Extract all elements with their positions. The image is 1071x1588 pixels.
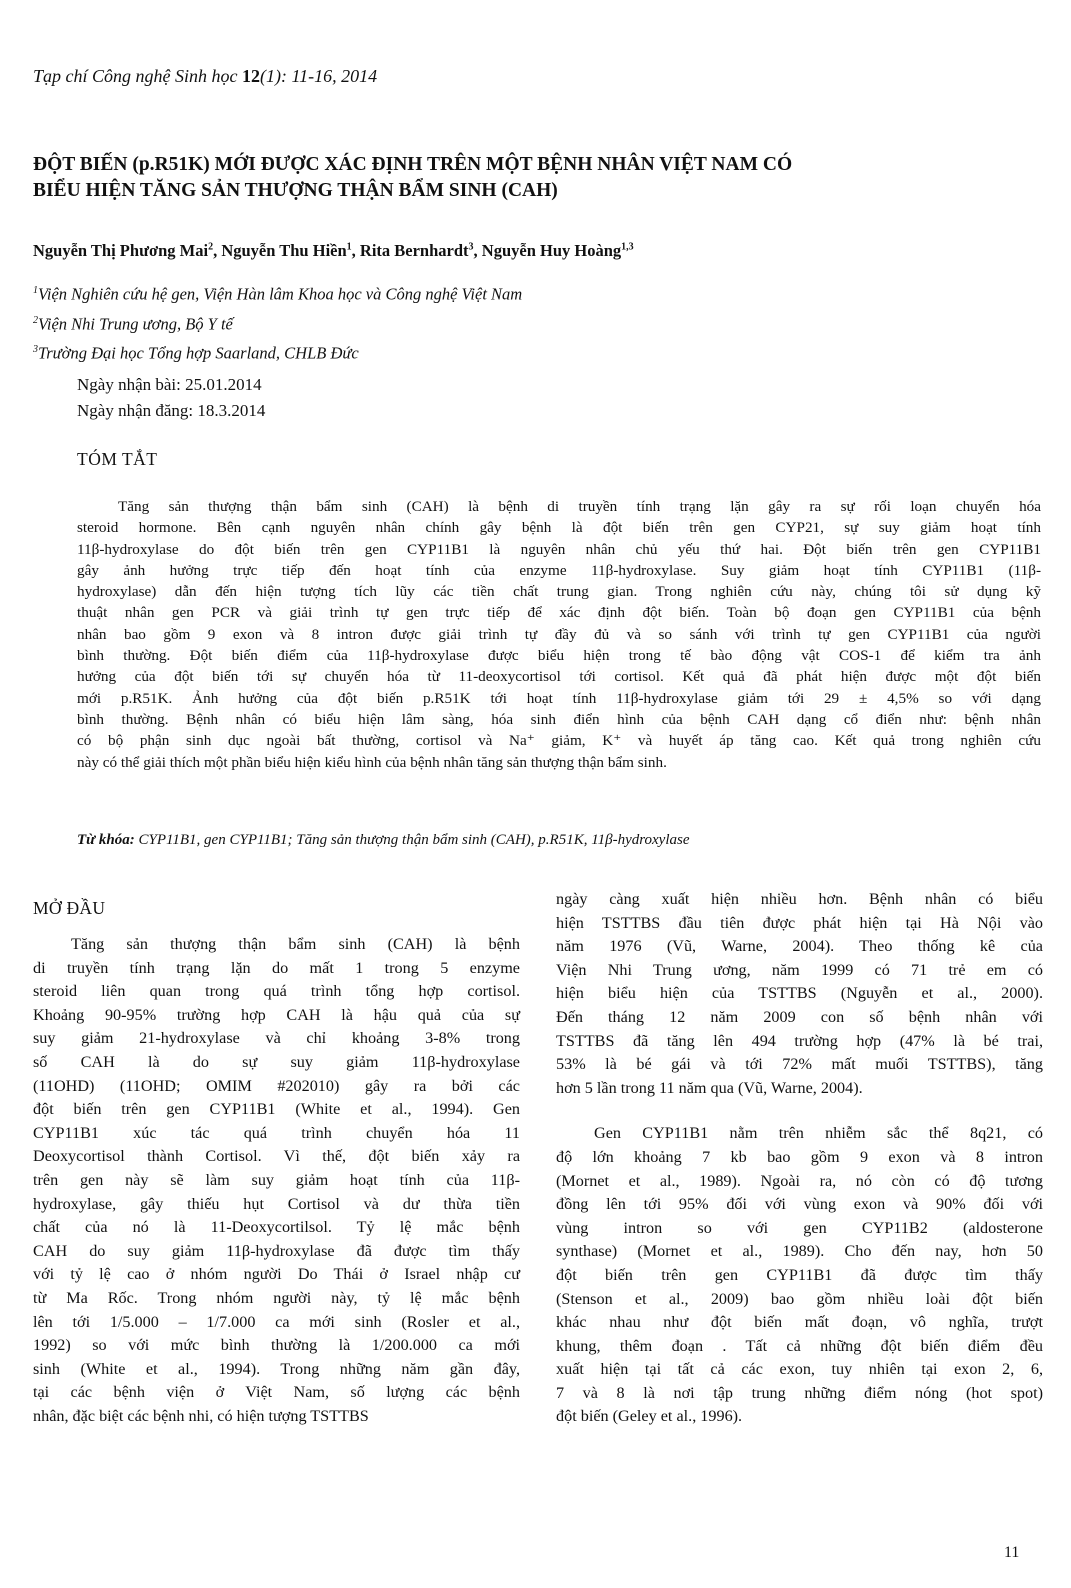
affiliation-text: Viện Nhi Trung ương, Bộ Y tế bbox=[38, 314, 233, 333]
author-affiliation-mark: 1,3 bbox=[621, 241, 634, 253]
journal-name: Tạp chí Công nghệ Sinh học bbox=[33, 66, 238, 86]
text-line: tại các bệnh viện ở Việt Nam, số lượng các bệnh bbox=[33, 1383, 520, 1402]
text-line: steroid liên quan trong quá trình tổng hợp cortisol. bbox=[33, 982, 520, 1001]
text-line: xuất hiện tại tất cả các exon, tuy nhiên tại exon 2, 6, bbox=[556, 1360, 1043, 1379]
text-line: hiện TSTTBS đầu tiên được phát hiện tại Hà Nội vào bbox=[556, 913, 1043, 932]
journal-citation bbox=[33, 66, 377, 87]
text-line: hydroxylase, gây thiếu hụt Cortisol và dư thừa tiền bbox=[33, 1194, 520, 1213]
text-line: đột biến trên gen CYP11B1 (White et al., 1994). Gen bbox=[33, 1100, 520, 1119]
text-line: 1992) so với mức bình thường là 1/200.000 ca mới bbox=[33, 1336, 520, 1355]
text-line: có bộ phận sinh dục ngoài bất thường, cortisol và Na⁺ giảm, K⁺ và huyết áp tăng cao. Kết quả trong nghiên cứu bbox=[77, 732, 1041, 750]
text-line: (11OHD) (11OHD; OMIM #202010) gây ra bởi các bbox=[33, 1076, 520, 1095]
affiliation-item bbox=[33, 278, 522, 308]
text-line: Viện Nhi Trung ương, năm 1999 có 71 trẻ em có bbox=[556, 960, 1043, 979]
affiliation-item bbox=[33, 308, 522, 338]
author-separator: , bbox=[473, 241, 482, 260]
text-line: đột biến trên gen CYP11B1 đã được tìm thấy bbox=[556, 1265, 1043, 1284]
left-column bbox=[33, 898, 520, 1428]
text-line: nhân bao gồm 9 exon và 8 intron được giải trình tự đầy đủ và so sánh với trình tự gen CYP11B1 của người bbox=[77, 625, 1041, 643]
text-line: CAH do suy giảm 11β-hydroxylase đã được tìm thấy bbox=[33, 1241, 520, 1260]
affiliation-number: 1 bbox=[33, 285, 38, 296]
paper-title bbox=[33, 152, 1043, 204]
text-line: vùng intron so với gen CYP11B2 (aldosterone bbox=[556, 1218, 1043, 1237]
text-line: ngày càng xuất hiện nhiều hơn. Bệnh nhân có biểu bbox=[556, 890, 1043, 908]
right-column bbox=[556, 888, 1043, 1429]
text-line: hydroxylase) dẫn đến hiện tượng tích lũy các tiền chất trung gian. Trong nghiên cứu này, chúng tôi sử dụng kỹ bbox=[77, 583, 1041, 601]
author-name: Rita Bernhardt bbox=[359, 241, 469, 260]
text-line: CYP11B1 xúc tác quá trình chuyển hóa 11 bbox=[33, 1123, 520, 1142]
author-separator: , bbox=[213, 241, 222, 260]
introduction-heading: MỞ ĐẦU bbox=[33, 898, 106, 918]
author-affiliation-mark: 2 bbox=[208, 241, 214, 253]
text-line: năm 1976 (Vũ, Warne, 2004). Theo thống kê của bbox=[556, 937, 1043, 956]
text-line: hiện biểu hiện của TSTTBS (Nguyễn et al., 2000). bbox=[556, 984, 1043, 1003]
page-number: 11 bbox=[1004, 1544, 1020, 1561]
author-name: Nguyễn Thị Phương Mai bbox=[33, 241, 209, 260]
text-line: Gen CYP11B1 nằm trên nhiễm sắc thể 8q21, có bbox=[594, 1124, 1043, 1143]
author-separator: , bbox=[351, 241, 360, 260]
introduction-paragraph-2 bbox=[556, 888, 1043, 1100]
text-line: Tăng sản thượng thận bẩm sinh (CAH) là bệnh di truyền tính trạng lặn gây ra sự rối loạn chuyển hóa bbox=[118, 498, 1041, 515]
affiliation-number: 3 bbox=[33, 344, 38, 355]
keywords-text: CYP11B1, gen CYP11B1; Tăng sản thượng thận bẩm sinh (CAH), p.R51K, 11β-hydroxylase bbox=[138, 832, 690, 848]
introduction-paragraph-1 bbox=[33, 933, 520, 1428]
text-line: bình thường. Bệnh nhân có biểu hiện lâm sàng, hóa sinh điển hình của bệnh CAH dạng cổ điển như: bệnh nhân bbox=[77, 710, 1041, 728]
text-line: hưởng của đột biến tới sự chuyển hóa từ 11-deoxycortisol tới cortisol. Kết quả đã phát hiện được một đột biến bbox=[77, 668, 1041, 686]
text-line: mới p.R51K. Ảnh hưởng của đột biến p.R51K tới hoạt tính 11β-hydroxylase giảm tới 29 ± 4,5% so với dạng bbox=[77, 689, 1041, 707]
text-line: số CAH là do sự suy giảm 11β-hydroxylase bbox=[33, 1052, 520, 1071]
affiliation-item bbox=[33, 337, 522, 367]
journal-issue-pages: (1): 11-16, 2014 bbox=[260, 66, 378, 86]
introduction-paragraph-3 bbox=[556, 1122, 1043, 1429]
text-line: khung, thêm đoạn . Tất cả những đột biến điểm đều bbox=[556, 1336, 1043, 1355]
text-line: (Stenson et al., 2009) bao gồm nhiều loài đột biến bbox=[556, 1289, 1043, 1308]
text-line: 11β-hydroxylase do đột biến trên gen CYP11B1 là nguyên nhân chủ yếu thứ hai. Đột biến trên gen CYP11B1 bbox=[77, 540, 1041, 558]
text-line: lên tới 1/5.000 – 1/7.000 ca mới sinh (Rosler et al., bbox=[33, 1312, 520, 1331]
text-line: gây ảnh hưởng trực tiếp đến hoạt tính của enzyme 11β-hydroxylase. Suy giảm hoạt tính CYP11B1 (11β- bbox=[77, 561, 1041, 579]
text-line: Khoảng 90-95% trường hợp CAH là hậu quả của sự bbox=[33, 1005, 520, 1024]
text-line: 7 và 8 là nơi tập trung những điểm nóng (hot spot) bbox=[556, 1383, 1043, 1402]
text-line: khác nhau như đột biến mất đoạn, vô nghĩa, trượt bbox=[556, 1313, 1043, 1332]
manuscript-dates bbox=[77, 372, 265, 424]
keywords bbox=[77, 832, 690, 849]
text-line: di truyền tính trạng lặn do mất 1 trong 5 enzyme bbox=[33, 958, 520, 977]
abstract-body bbox=[77, 496, 1041, 773]
abstract-heading: TÓM TẮT bbox=[77, 449, 158, 469]
text-line: này có thể giải thích một phần biểu hiện kiểu hình của bệnh nhân tăng sản thượng thận bẩm sinh. bbox=[77, 753, 667, 771]
text-line: Đến tháng 12 năm 2009 con số bệnh nhân với bbox=[556, 1007, 1043, 1026]
author-affiliation-mark: 3 bbox=[468, 241, 474, 253]
affiliation-number: 2 bbox=[33, 314, 38, 326]
author-name: Nguyễn Thu Hiền bbox=[221, 241, 347, 260]
text-line: bình thường. Đột biến điểm của 11β-hydroxylase được biểu hiện trong tế bào động vật COS-1 để kiểm tra ảnh bbox=[77, 647, 1041, 665]
keywords-label: Từ khóa: bbox=[77, 832, 135, 848]
text-line: synthase) (Mornet et al., 1989). Cho đến nay, hơn 50 bbox=[556, 1242, 1043, 1261]
text-line: độ lớn khoảng 7 kb bao gồm 9 exon và 8 intron bbox=[556, 1147, 1043, 1166]
text-line: suy giảm 21-hydroxylase và chỉ khoảng 3-8% trong bbox=[33, 1029, 520, 1048]
journal-volume: 12 bbox=[242, 66, 260, 86]
text-line: (Mornet et al., 1989). Ngoài ra, nó còn có độ tương bbox=[556, 1171, 1043, 1190]
author-name: Nguyễn Huy Hoàng bbox=[481, 241, 622, 260]
accepted-date: Ngày nhận đăng: 18.3.2014 bbox=[77, 401, 266, 420]
text-line: nhân, đặc biệt các bệnh nhi, có hiện tượng TSTTBS bbox=[33, 1406, 369, 1425]
text-line: đồng lên tới 95% đối với vùng exon và 90% đối với bbox=[556, 1195, 1043, 1214]
title-line-1: ĐỘT BIẾN (p.R51K) MỚI ĐƯỢC XÁC ĐỊNH TRÊN MỘT BỆNH NHÂN VIỆT NAM CÓ bbox=[33, 154, 793, 175]
text-line: steroid hormone. Bên cạnh nguyên nhân chính gây bệnh là đột biến trên gen CYP21, sự suy giảm hoạt tính bbox=[77, 519, 1041, 537]
author-affiliation-mark: 1 bbox=[346, 241, 352, 253]
text-line: sinh (White et al., 1994). Trong những năm gần đây, bbox=[33, 1359, 520, 1378]
title-line-2: BIỂU HIỆN TĂNG SẢN THƯỢNG THẬN BẨM SINH (CAH) bbox=[33, 180, 558, 201]
affiliation-list bbox=[33, 278, 522, 367]
text-line: với tỷ lệ cao ở nhóm người Do Thái ở Israel nhập cư bbox=[33, 1265, 520, 1284]
text-line: TSTTBS đã tăng lên 494 trường hợp (47% là bé trai, bbox=[556, 1031, 1043, 1050]
affiliation-text: Viện Nghiên cứu hệ gen, Viện Hàn lâm Khoa học và Công nghệ Việt Nam bbox=[38, 284, 523, 304]
text-line: Tăng sản thượng thận bẩm sinh (CAH) là bệnh bbox=[71, 935, 520, 953]
text-line: trên gen này sẽ làm suy giảm hoạt tính của 11β- bbox=[33, 1170, 520, 1189]
affiliation-text: Trường Đại học Tổng hợp Saarland, CHLB Đức bbox=[38, 343, 359, 363]
text-line: 53% là bé gái và tới 72% mất muối TSTTBS), tăng bbox=[556, 1055, 1043, 1074]
text-line: hơn 5 lần trong 11 năm qua (Vũ, Warne, 2004). bbox=[556, 1078, 863, 1097]
received-date: Ngày nhận bài: 25.01.2014 bbox=[77, 375, 262, 394]
text-line: từ Ma Rốc. Trong nhóm người này, tỷ lệ mắc bệnh bbox=[33, 1288, 520, 1307]
text-line: thuật nhân gen PCR và giải trình tự gen trực tiếp để xác định đột biến. Toàn bộ đoạn gen CYP11B1 của bệnh bbox=[77, 604, 1041, 622]
text-line: chất của nó là 11-Deoxycortilsol. Tỷ lệ mắc bệnh bbox=[33, 1218, 520, 1237]
text-line: đột biến (Geley et al., 1996). bbox=[556, 1407, 743, 1426]
author-list bbox=[33, 241, 634, 261]
text-line: Deoxycortisol thành Cortisol. Vì thế, đột biến xảy ra bbox=[33, 1147, 520, 1166]
